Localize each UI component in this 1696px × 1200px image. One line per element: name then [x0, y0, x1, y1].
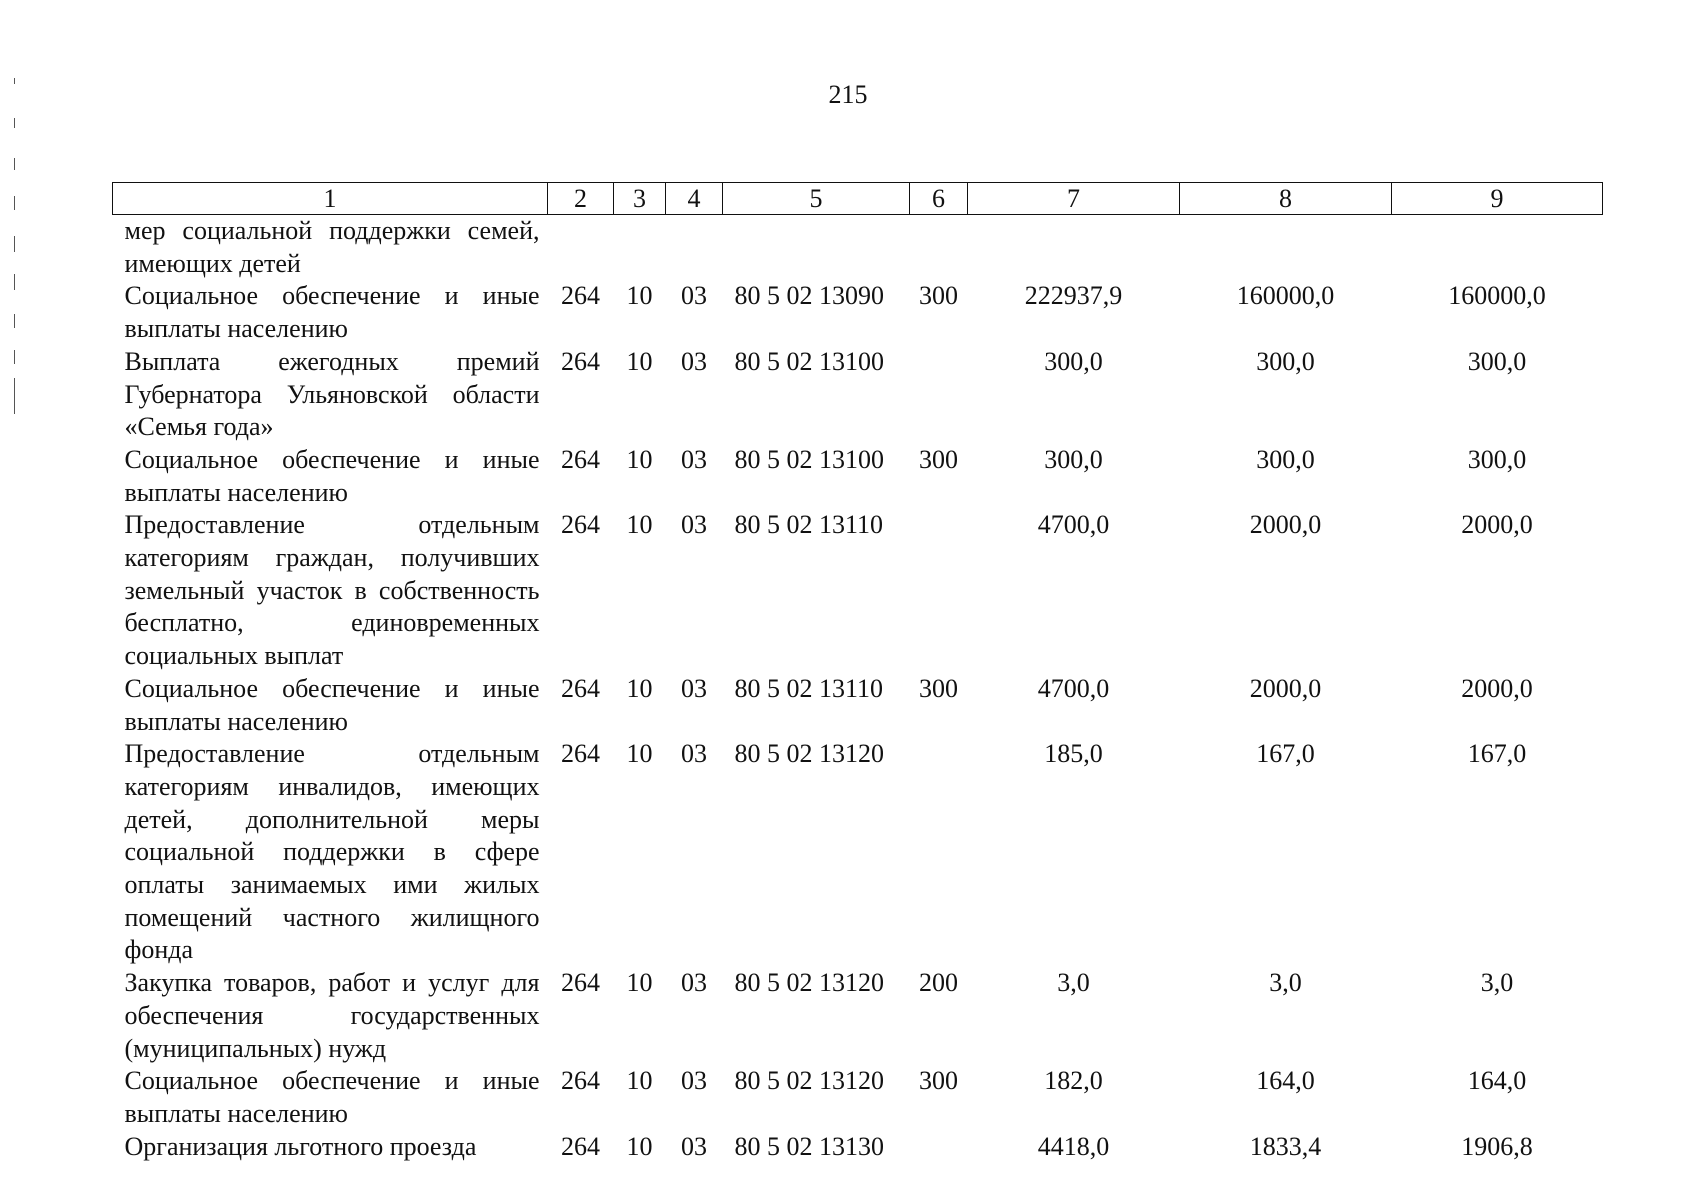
- cell-section-code: 10: [626, 968, 653, 998]
- cell-amount-col8: 300,0: [1256, 346, 1315, 376]
- table-row: [113, 967, 1603, 1065]
- cell-ministry-code: 264: [561, 1066, 600, 1096]
- cell-amount-col8: 167,0: [1256, 739, 1315, 769]
- cell-expense-type: [910, 215, 968, 281]
- cell-subsection-code: 03: [681, 510, 707, 540]
- cell-target-article: 80 5 02 13120: [734, 968, 884, 998]
- cell-amount-col8: [1180, 215, 1392, 281]
- cell-subsection-code: 03: [681, 968, 707, 998]
- cell-target-article: 80 5 02 13120: [734, 1066, 884, 1096]
- cell-amount-col7: [968, 215, 1180, 281]
- cell-ministry-code: 264: [561, 281, 600, 311]
- cell-target-article: 80 5 02 13130: [734, 1131, 884, 1161]
- column-header-9: 9: [1392, 183, 1603, 215]
- cell-expense-type: [910, 1131, 968, 1164]
- table-row: [113, 1131, 1603, 1164]
- cell-amount-col7: 4700,0: [1037, 673, 1110, 703]
- cell-amount-col7: 4700,0: [1037, 510, 1110, 540]
- table-row: [113, 444, 1603, 509]
- cell-description: Организация льготного проезда: [124, 1131, 477, 1161]
- cell-target-article: 80 5 02 13110: [734, 510, 884, 540]
- cell-amount-col9: 160000,0: [1448, 281, 1546, 311]
- cell-target-article: 80 5 02 13090: [734, 281, 884, 311]
- cell-expense-type: 300: [919, 281, 958, 311]
- cell-amount-col7: 185,0: [1044, 739, 1103, 769]
- cell-expense-type: 200: [919, 968, 958, 998]
- table-row: [113, 346, 1603, 444]
- cell-section-code: 10: [626, 1066, 653, 1096]
- table-row: [113, 673, 1603, 738]
- cell-amount-col9: 3,0: [1480, 968, 1514, 998]
- cell-amount-col9: [1392, 215, 1603, 281]
- cell-expense-type: 300: [919, 444, 958, 474]
- cell-ministry-code: 264: [561, 346, 600, 376]
- cell-expense-type: [910, 509, 968, 673]
- cell-ministry-code: [548, 215, 614, 281]
- cell-amount-col7: 222937,9: [1024, 281, 1123, 311]
- cell-amount-col9: 2000,0: [1461, 510, 1533, 540]
- cell-description: Закупка товаров, работ и услуг для обеспечения государственных (муниципальных) нужд: [124, 968, 540, 1063]
- cell-amount-col9: 167,0: [1467, 739, 1527, 769]
- cell-description: Социальное обеспечение и иные выплаты населению: [124, 444, 540, 507]
- page-number: 215: [828, 80, 868, 109]
- cell-subsection-code: 03: [681, 444, 707, 474]
- cell-amount-col7: 300,0: [1044, 346, 1103, 376]
- cell-description: Выплата ежегодных премий Губернатора Ульяновской области «Семья года»: [124, 346, 540, 442]
- cell-amount-col8: 300,0: [1256, 444, 1315, 474]
- cell-ministry-code: 264: [561, 1131, 600, 1161]
- cell-section-code: 10: [626, 510, 653, 540]
- cell-expense-type: 300: [919, 1066, 958, 1096]
- cell-amount-col8: 2000,0: [1249, 673, 1322, 703]
- cell-amount-col8: 1833,4: [1249, 1131, 1322, 1161]
- cell-amount-col7: 3,0: [1057, 968, 1090, 998]
- table-row: [113, 280, 1603, 345]
- budget-table: [112, 182, 1603, 1163]
- cell-amount-col8: 3,0: [1269, 968, 1302, 998]
- table-header-row: [113, 183, 1603, 215]
- table-header: [113, 183, 1603, 215]
- cell-expense-type: [910, 346, 968, 444]
- cell-subsection-code: 03: [681, 346, 707, 376]
- cell-description: Социальное обеспечение и иные выплаты населению: [124, 673, 540, 736]
- cell-amount-col9: 300,0: [1467, 444, 1527, 474]
- cell-amount-col7: 182,0: [1044, 1066, 1103, 1096]
- cell-section-code: 10: [626, 281, 653, 311]
- cell-section-code: 10: [626, 1131, 653, 1161]
- cell-section-code: 10: [626, 444, 653, 474]
- cell-description: мер социальной поддержки семей, имеющих детей: [124, 216, 540, 278]
- cell-description: Предоставление отдельным категориям граждан, получивших земельный участок в собственность бесплатно, единовременных социальных выплат: [124, 510, 540, 671]
- table-row: [113, 509, 1603, 673]
- column-header-6: 6: [910, 183, 968, 215]
- cell-amount-col9: 164,0: [1467, 1066, 1527, 1096]
- cell-target-article: 80 5 02 13120: [734, 739, 884, 769]
- cell-target-article: 80 5 02 13100: [734, 346, 884, 376]
- cell-section-code: [614, 215, 666, 281]
- cell-ministry-code: 264: [561, 444, 600, 474]
- cell-subsection-code: 03: [681, 1066, 707, 1096]
- scan-margin-marks: [14, 78, 20, 418]
- cell-description: Социальное обеспечение и иные выплаты населению: [124, 1066, 540, 1128]
- cell-amount-col8: 2000,0: [1249, 510, 1322, 540]
- column-header-3: 3: [614, 183, 666, 215]
- cell-section-code: 10: [626, 739, 653, 769]
- column-header-8: 8: [1180, 183, 1392, 215]
- cell-amount-col8: 164,0: [1256, 1066, 1315, 1096]
- cell-expense-type: [910, 738, 968, 967]
- cell-amount-col9: 1906,8: [1461, 1131, 1533, 1161]
- cell-ministry-code: 264: [561, 739, 600, 769]
- column-header-5: 5: [723, 183, 910, 215]
- table-row: [113, 215, 1603, 281]
- cell-subsection-code: 03: [681, 1131, 707, 1161]
- cell-subsection-code: 03: [681, 281, 707, 311]
- cell-subsection-code: 03: [681, 673, 707, 703]
- cell-ministry-code: 264: [561, 673, 600, 703]
- table-row: [113, 738, 1603, 967]
- cell-description: Социальное обеспечение и иные выплаты населению: [124, 281, 540, 344]
- cell-amount-col8: 160000,0: [1236, 281, 1335, 311]
- cell-target-article: [723, 215, 910, 281]
- column-header-4: 4: [666, 183, 723, 215]
- cell-expense-type: 300: [919, 673, 958, 703]
- cell-ministry-code: 264: [561, 968, 600, 998]
- cell-amount-col7: 4418,0: [1037, 1131, 1110, 1161]
- column-header-7: 7: [968, 183, 1180, 215]
- cell-amount-col7: 300,0: [1044, 444, 1103, 474]
- cell-amount-col9: 2000,0: [1461, 673, 1533, 703]
- cell-target-article: 80 5 02 13110: [734, 673, 884, 703]
- table-row: [113, 1065, 1603, 1130]
- cell-target-article: 80 5 02 13100: [734, 444, 884, 474]
- cell-subsection-code: [666, 215, 723, 281]
- cell-section-code: 10: [626, 346, 653, 376]
- cell-section-code: 10: [626, 673, 653, 703]
- column-header-2: 2: [548, 183, 614, 215]
- cell-amount-col9: 300,0: [1467, 346, 1527, 376]
- column-header-1: 1: [113, 183, 548, 215]
- cell-description: Предоставление отдельным категориям инвалидов, имеющих детей, дополнительной меры социальной поддержки в сфере оплаты занимаемых ими жилых помещений частного жилищного фонда: [124, 739, 540, 965]
- cell-ministry-code: 264: [561, 510, 600, 540]
- cell-subsection-code: 03: [681, 739, 707, 769]
- table-body: [113, 215, 1603, 1164]
